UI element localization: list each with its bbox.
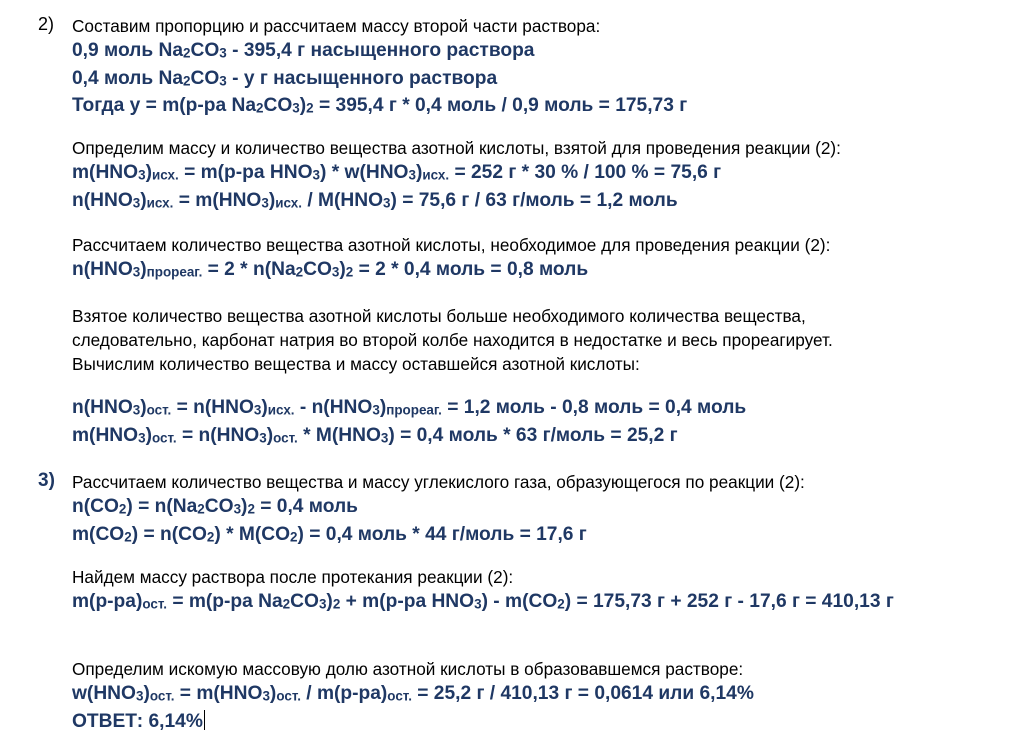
section-2-block-4 [72, 304, 1012, 376]
answer-text: ОТВЕТ: 6,14% [72, 710, 203, 732]
formula-m-co2: m(CO2) = n(CO2) * M(CO2) = 0,4 моль * 44 г/моль = 17,6 г [72, 523, 587, 545]
formula-n-hno3-remaining: n(HNO3)ост. = n(HNO3)исх. - n(HNO3)прореаг. = 1,2 моль - 0,8 моль = 0,4 моль [72, 397, 747, 418]
text-cursor [204, 710, 205, 730]
section-2-block-2 [72, 136, 1012, 215]
section-3-block-3 [72, 657, 1012, 734]
paragraph-excess-line-2: следовательно, карбонат натрия во второй колбе находится в недостатке и весь прореагирует. [72, 330, 833, 350]
section-2-block-3 [72, 233, 1012, 285]
section-2-block-1 [72, 14, 1012, 121]
formula-proportion-2: 0,4 моль Na2CO3 - у г насыщенного раствора [72, 67, 498, 89]
section-3-block-2 [72, 565, 1012, 617]
paragraph-hno3-initial: Определим массу и количество вещества азотной кислоты, взятой для проведения реакции (2): [72, 138, 841, 158]
formula-m-solution: m(р-ра)ост. = m(р-ра Na2CO3)2 + m(р-ра HNO3) - m(CO2) = 175,73 г + 252 г - 17,6 г = 410,13 г [72, 591, 894, 612]
formula-y-mass: Тогда у = m(р-ра Na2CO3)2 = 395,4 г * 0,4 моль / 0,9 моль = 175,73 г [72, 95, 688, 117]
formula-w-hno3: w(HNO3)ост. = m(HNO3)ост. / m(р-ра)ост. = 25,2 г / 410,13 г = 0,0614 или 6,14% [72, 683, 754, 704]
formula-m-hno3-remaining: m(HNO3)ост. = n(HNO3)ост. * M(HNO3) = 0,4 моль * 63 г/моль = 25,2 г [72, 424, 678, 446]
section-2-block-5 [72, 395, 1012, 450]
section-3-intro: Рассчитаем количество вещества и массу углекислого газа, образующегося по реакции (2): [72, 472, 805, 492]
paragraph-solution-mass: Найдем массу раствора после протекания реакции (2): [72, 567, 514, 587]
item-number-3: 3) [38, 470, 55, 491]
formula-proportion-1: 0,9 моль Na2CO3 - 395,4 г насыщенного раствора [72, 40, 535, 61]
paragraph-mass-fraction: Определим искомую массовую долю азотной кислоты в образовавшемся растворе: [72, 659, 744, 679]
formula-n-hno3-initial: n(HNO3)исх. = m(HNO3)исх. / M(HNO3) = 75,6 г / 63 г/моль = 1,2 моль [72, 189, 678, 211]
section-2-intro: Составим пропорцию и рассчитаем массу второй части раствора: [72, 16, 601, 36]
formula-m-hno3-initial: m(HNO3)исх. = m(р-ра HNO3) * w(HNO3)исх. = 252 г * 30 % / 100 % = 75,6 г [72, 162, 722, 183]
answer-line[interactable] [72, 709, 1012, 734]
paragraph-hno3-required: Рассчитаем количество вещества азотной кислоты, необходимое для проведения реакции (2): [72, 235, 831, 255]
section-3-block-1 [72, 470, 1012, 549]
paragraph-excess-line-3: Вычислим количество вещества и массу оставшейся азотной кислоты: [72, 354, 640, 374]
paragraph-excess-line-1: Взятое количество вещества азотной кислоты больше необходимого количества вещества, [72, 306, 806, 326]
formula-n-co2: n(CO2) = n(Na2CO3)2 = 0,4 моль [72, 496, 358, 517]
formula-n-hno3-reacted: n(HNO3)прореаг. = 2 * n(Na2CO3)2 = 2 * 0,4 моль = 0,8 моль [72, 259, 589, 280]
item-number-2: 2) [38, 14, 55, 34]
